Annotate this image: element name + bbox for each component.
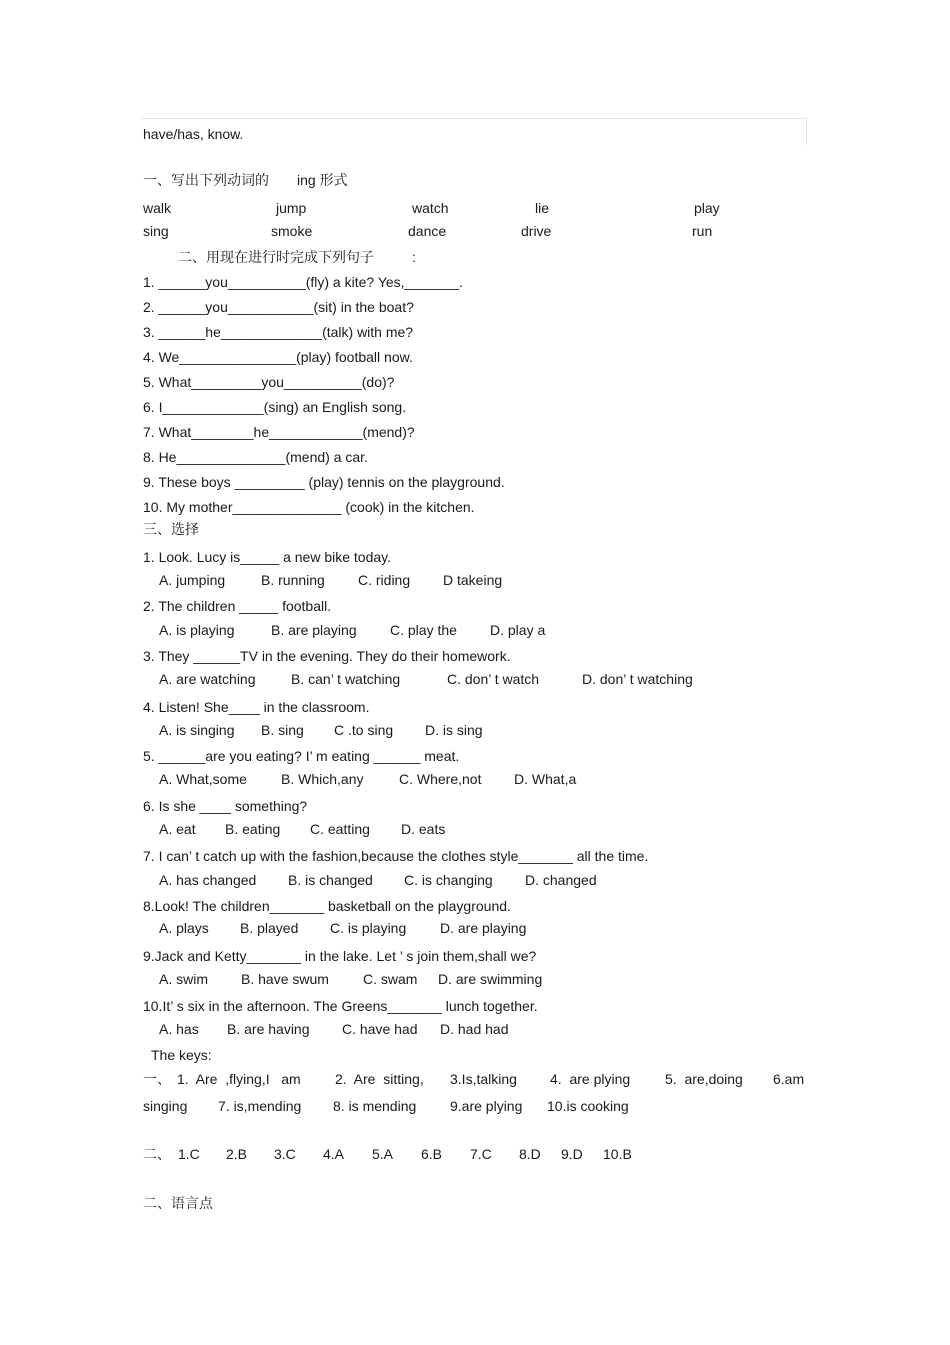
option: D takeing: [443, 572, 503, 588]
key-answer: 10.B: [603, 1146, 632, 1162]
keys-title: The keys:: [151, 1047, 212, 1063]
section1-title-b: ing 形式: [297, 172, 348, 188]
option: A. has changed: [159, 872, 257, 888]
question: 5. ______are you eating? I’ m eating ______ meat.: [143, 748, 460, 764]
key-answer: 5.A: [372, 1146, 394, 1162]
verb-walk: walk: [143, 200, 172, 216]
key-answer: 6.B: [421, 1146, 443, 1162]
key-answer: 4.A: [323, 1146, 345, 1162]
verb-smoke: smoke: [271, 223, 313, 239]
key-answer: 8.D: [519, 1146, 541, 1162]
option: D. are swimming: [438, 971, 543, 987]
fill-sentence: 2. ______you___________(sit) in the boat?: [143, 299, 414, 315]
footer-heading: 二、语言点: [143, 1195, 213, 1211]
verb-dance: dance: [408, 223, 447, 239]
option: C. Where,not: [399, 771, 482, 787]
keys-part: singing: [143, 1098, 188, 1114]
option: A. eat: [159, 821, 196, 837]
section3-title: 三、选择: [143, 521, 199, 537]
question: 1. Look. Lucy is_____ a new bike today.: [143, 549, 392, 565]
keys-part: 9.are plying: [450, 1098, 523, 1114]
option: C. is playing: [330, 920, 407, 936]
option: A. is playing: [159, 622, 235, 638]
question: 10.It’ s six in the afternoon. The Greens_______ lunch together.: [143, 998, 538, 1014]
fill-sentence: 9. These boys _________ (play) tennis on the playground.: [143, 474, 505, 490]
option: A. jumping: [159, 572, 226, 588]
option: D. had had: [440, 1021, 509, 1037]
verb-play: play: [694, 200, 720, 216]
option: A. plays: [159, 920, 209, 936]
option: B. can’ t watching: [291, 671, 401, 687]
key-answer: 9.D: [561, 1146, 583, 1162]
option: A. has: [159, 1021, 199, 1037]
keys-part: 4. are plying: [550, 1071, 631, 1087]
option: C .to sing: [334, 722, 394, 738]
option: B. have swum: [241, 971, 329, 987]
keys-part: 5. are,doing: [665, 1071, 743, 1087]
option: C. don’ t watch: [447, 671, 540, 687]
keys-part: 二、: [143, 1146, 171, 1162]
option: A. What,some: [159, 771, 247, 787]
key-answer: 2.B: [226, 1146, 248, 1162]
section2-title: 二、用现在进行时完成下列句子: [178, 249, 374, 265]
option: D. don’ t watching: [582, 671, 693, 687]
section2-colon: :: [412, 249, 416, 265]
option: C. riding: [358, 572, 411, 588]
option: B. eating: [225, 821, 281, 837]
fill-sentence: 4. We_______________(play) football now.: [143, 349, 413, 365]
option: B. sing: [261, 722, 304, 738]
header-line: have/has, know.: [143, 126, 244, 142]
option: B. is changed: [288, 872, 373, 888]
question: 6. Is she ____ something?: [143, 798, 308, 814]
question: 4. Listen! She____ in the classroom.: [143, 699, 370, 715]
option: D. are playing: [440, 920, 527, 936]
question: 7. I can’ t catch up with the fashion,because the clothes style_______ all the time.: [143, 848, 649, 864]
fill-sentence: 1. ______you__________(fly) a kite? Yes,_______.: [143, 274, 463, 290]
option: C. is changing: [404, 872, 493, 888]
fill-sentence: 6. I_____________(sing) an English song.: [143, 399, 407, 415]
fill-sentence: 5. What_________you__________(do)?: [143, 374, 395, 390]
option: B. Which,any: [281, 771, 364, 787]
key-answer: 1.C: [178, 1146, 200, 1162]
verb-jump: jump: [276, 200, 307, 216]
keys-part: 8. is mending: [333, 1098, 417, 1114]
section1-title-a: 一、写出下列动词的: [143, 172, 269, 188]
question: 3. They ______TV in the evening. They do their homework.: [143, 648, 511, 664]
keys-part: 10.is cooking: [547, 1098, 629, 1114]
key-answer: 3.C: [274, 1146, 296, 1162]
verb-drive: drive: [521, 223, 552, 239]
option: B. are having: [227, 1021, 310, 1037]
fill-sentence: 7. What________he____________(mend)?: [143, 424, 415, 440]
option: C. play the: [390, 622, 457, 638]
option: D. changed: [525, 872, 597, 888]
option: B. are playing: [271, 622, 357, 638]
key-answer: 7.C: [470, 1146, 492, 1162]
option: C. swam: [363, 971, 418, 987]
keys-part: 一、: [143, 1071, 171, 1087]
keys-part: 6.am: [773, 1071, 805, 1087]
question: 9.Jack and Ketty_______ in the lake. Let ’ s join them,shall we?: [143, 948, 537, 964]
option: A. are watching: [159, 671, 256, 687]
option: C. have had: [342, 1021, 418, 1037]
option: D. What,a: [514, 771, 577, 787]
verb-run: run: [692, 223, 713, 239]
fill-sentence: 10. My mother______________ (cook) in the kitchen.: [143, 499, 475, 515]
fill-sentence: 8. He______________(mend) a car.: [143, 449, 368, 465]
verb-watch: watch: [412, 200, 449, 216]
option: C. eatting: [310, 821, 370, 837]
option: D. eats: [401, 821, 446, 837]
option: B. played: [240, 920, 299, 936]
fill-sentence: 3. ______he_____________(talk) with me?: [143, 324, 414, 340]
verb-lie: lie: [535, 200, 550, 216]
option: A. swim: [159, 971, 208, 987]
question: 2. The children _____ football.: [143, 598, 332, 614]
verb-sing: sing: [143, 223, 169, 239]
question: 8.Look! The children_______ basketball on the playground.: [143, 898, 511, 914]
keys-part: 3.Is,talking: [450, 1071, 517, 1087]
keys-part: 1. Are ,flying,I am: [177, 1071, 301, 1087]
keys-part: 7. is,mending: [218, 1098, 302, 1114]
option: D. is sing: [425, 722, 483, 738]
option: B. running: [261, 572, 325, 588]
option: D. play a: [490, 622, 546, 638]
keys-part: 2. Are sitting,: [335, 1071, 424, 1087]
option: A. is singing: [159, 722, 235, 738]
